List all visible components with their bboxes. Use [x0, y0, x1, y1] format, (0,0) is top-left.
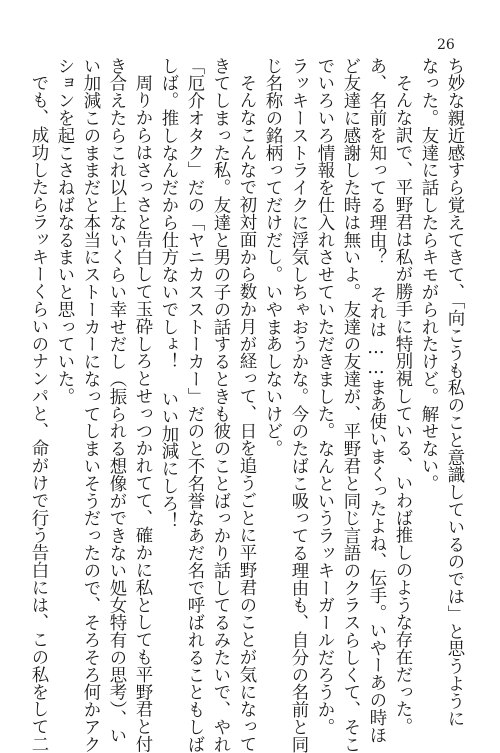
- text-line: でも、成功したらラッキーくらいのナンパと、命がけで行う告白には、この私をして二: [28, 74, 48, 753]
- text-line: ど友達に感謝した時は無いよ。友達の友達が、平野君と同じ言語のクラスらしくて、そこ: [340, 57, 360, 753]
- text-line: なった。友達に話したらキモがられたけど。解せない。: [418, 57, 438, 492]
- text-line: じ名称の銘柄ってだけだし。いやまあしないけど。: [262, 57, 282, 458]
- text-line: き合えたらこれ以上ないくらい幸せだし（振られる想像ができない処女特有の思考）、い: [106, 57, 126, 745]
- page-number: 26: [437, 37, 455, 53]
- text-line: しば。推しなんだから仕方ないでしょ！ いい加減にしろ！: [158, 57, 178, 530]
- text-line: 周りからはさっさと告白して玉砕しろとせっつかれてて、確かに私としても平野君と付: [132, 74, 152, 753]
- text-line: い加減このままだと本当にストーカーになってしまいそうだったので、そろそろ何かアク: [80, 57, 100, 753]
- text-line: ションを起こさねばなるまいと思っていた。: [54, 57, 74, 405]
- text-line: ラッキーストライクに浮気しちゃおうかな。今のたばこ吸ってる理由も、自分の名前と同: [288, 57, 308, 753]
- text-line: ち妙な親近感すら覚えてきて、「向こうも私のこと意識しているのでは」と思うように: [444, 57, 464, 727]
- text-line: きてしまった私。友達と男の子の話するときも彼のことばっかり話してるみたいで、やれ: [210, 57, 230, 753]
- text-line: でいろいろ情報を仕入れさせていただきました。なんというラッキーガールだろうか。: [314, 57, 334, 736]
- text-line: 「厄介オタク」だの「ヤニカスストーカー」だのと不名誉なあだ名で呼ばれることもしば: [184, 57, 204, 753]
- text-line: そんな訳で、平野君は私が勝手に特別視している、いわば推しのような存在だった。: [392, 74, 412, 736]
- text-line: あ、名前を知ってる理由？ それは……まあ使いまくったよね、伝手。いやーあの時ほ: [366, 57, 386, 744]
- body-text: [7, 57, 467, 753]
- text-line: そんなこんなで初対面から数か月が経って、日を追うごとに平野君のことが気になって: [236, 74, 256, 753]
